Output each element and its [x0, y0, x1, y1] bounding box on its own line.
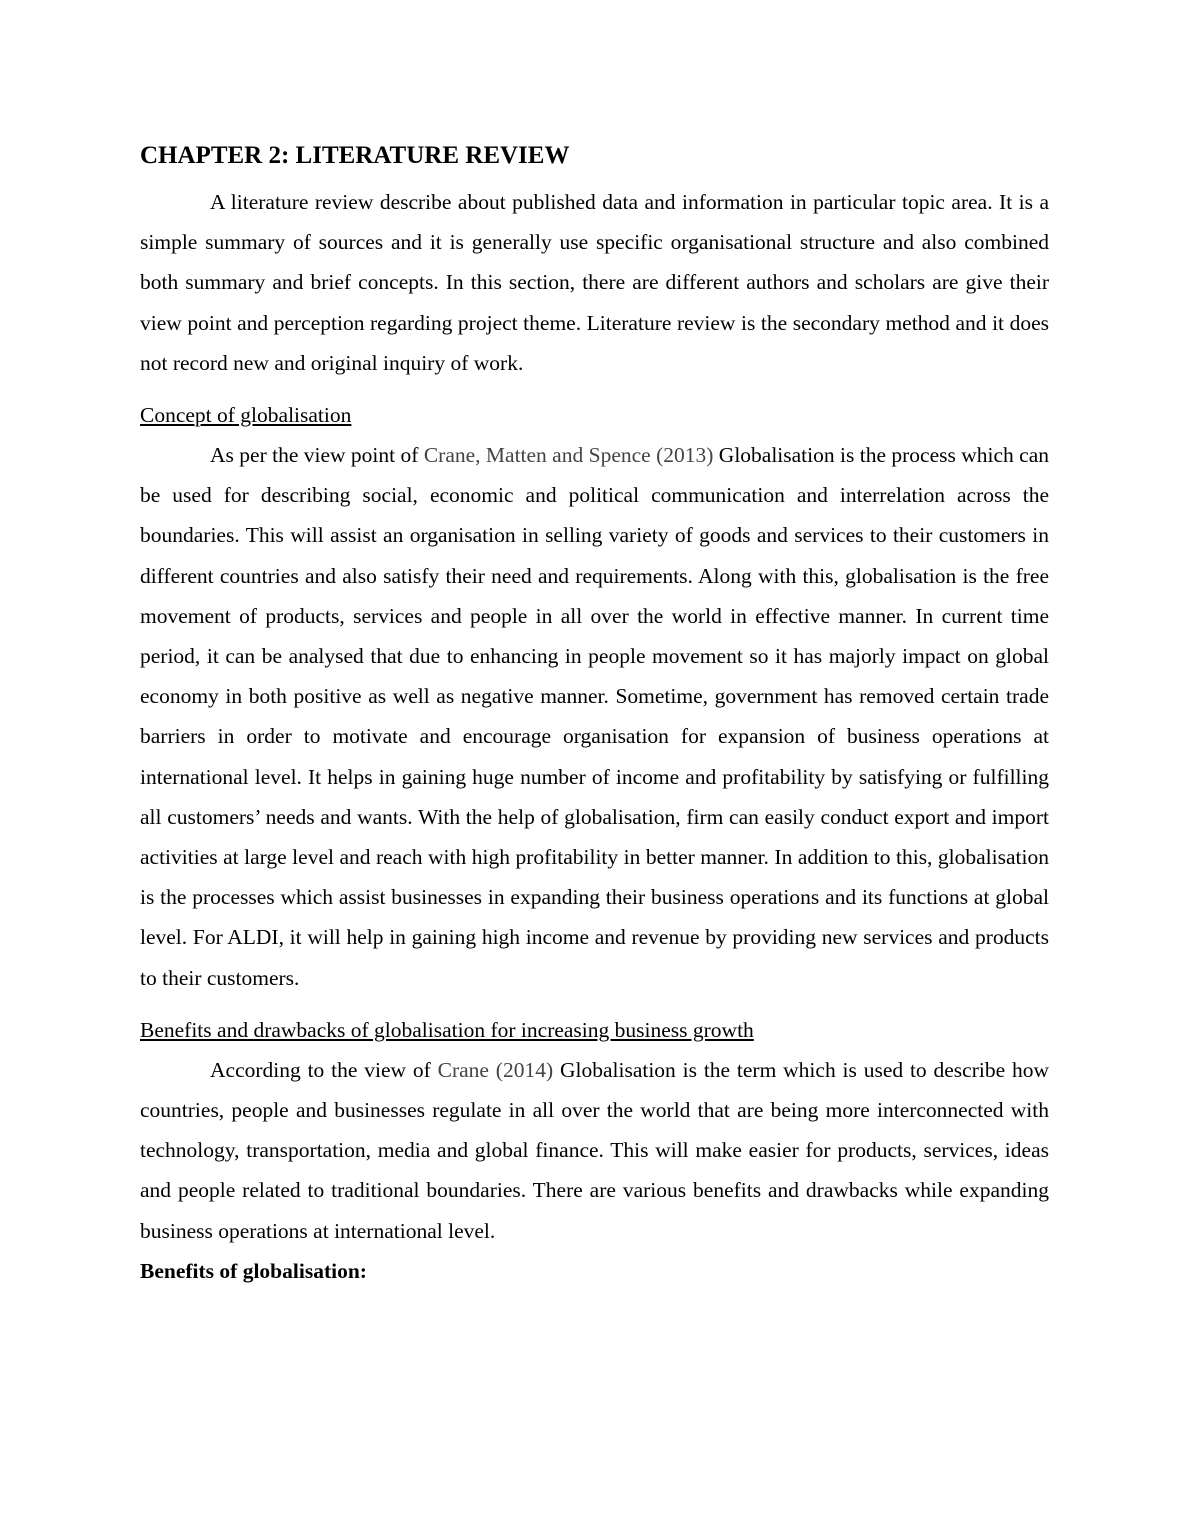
- concept-lead: As per the view point of: [210, 443, 424, 468]
- concept-body: Globalisation is the process which can be used for describing social, economic and political communication and interrelation across the boundaries. This will assist an organisation in selling variety of goods and services to their customers in different countries and also satisfy their need and requirements. Along with this, globalisation is the free movement of products, services and people in all over the world in effective manner. In current time period, it can be analysed that due to enhancing in people movement so it has majorly impact on global economy in both positive as well as negative manner. Sometime, government has removed certain trade barriers in order to motivate and encourage organisation for expansion of business operations at international level. It helps in gaining huge number of income and profitability by satisfying or fulfilling all customers’ needs and wants. With the help of globalisation, firm can easily conduct export and import activities at large level and reach with high profitability in better manner. In addition to this, globalisation is the processes which assist businesses in expanding their business operations and its functions at global level. For ALDI, it will help in gaining high income and revenue by providing new services and products to their customers.: [140, 443, 1050, 990]
- chapter-title: CHAPTER 2: LITERATURE REVIEW: [140, 142, 570, 169]
- citation-crane: Crane (2014): [437, 1057, 554, 1082]
- concept-paragraph: [140, 435, 1049, 998]
- benefits-heading: Benefits of globalisation:: [140, 1258, 367, 1283]
- benefits-drawbacks-paragraph: [140, 1050, 1049, 1251]
- benefits-body: Globalisation is the term which is used to describe how countries, people and businesses regulate in all over the world that are being more interconnected with technology, transportation, media and global finance. This will make easier for products, services, ideas and people related to traditional boundaries. There are various benefits and drawbacks while expanding business operations at international level.: [140, 1057, 1050, 1243]
- intro-paragraph: A literature review describe about published data and information in particular topic area. It is a simple summary of sources and it is generally use specific organisational structure and also combined both summary and brief concepts. In this section, there are different authors and scholars are give their view point and perception regarding project theme. Literature review is the secondary method and it does not record new and original inquiry of work.: [140, 190, 1049, 375]
- section-heading-benefits-drawbacks: Benefits and drawbacks of globalisation for increasing business growth: [140, 1017, 754, 1042]
- section-heading-concept: Concept of globalisation: [140, 403, 352, 428]
- document-page: [140, 138, 1049, 1291]
- benefits-lead: According to the view of: [210, 1057, 438, 1082]
- citation-crane-matten-spence: Crane, Matten and Spence (2013): [423, 443, 714, 468]
